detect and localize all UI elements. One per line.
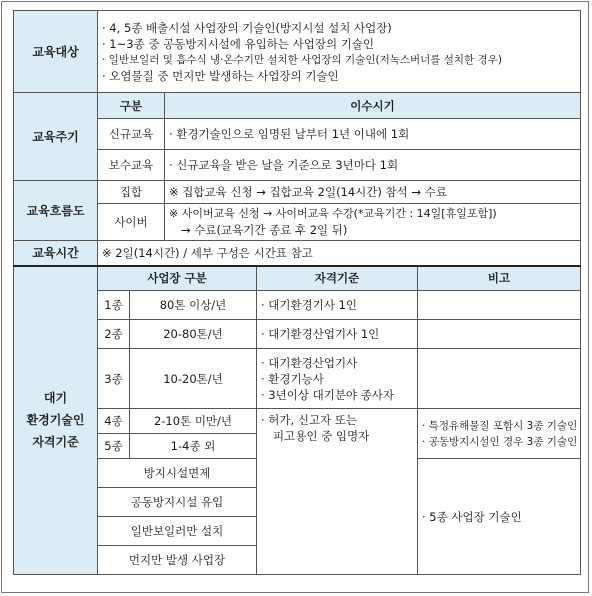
edu-cycle-type-header: 구분 <box>98 93 165 119</box>
edu-flow-label: 교육흐름도 <box>14 181 98 241</box>
qual-criteria-line: · 3년이상 대기분야 종사자 <box>261 387 395 402</box>
edu-cycle-row <box>14 119 581 150</box>
edu-flow-steps <box>165 204 581 241</box>
edu-flow-row <box>14 181 581 204</box>
qual-note <box>418 409 581 459</box>
qual-note-line: · 특정유해물질 포함시 3종 기술인 <box>422 419 578 432</box>
edu-cycle-header-row <box>14 93 581 119</box>
qual-criteria <box>257 349 418 409</box>
edu-cycle-type: 보수교육 <box>98 150 165 181</box>
qual-note-line: · 공동방지시설인 경우 3종 기술인 <box>422 435 578 448</box>
edu-time-text: ※ 2일(14시간) / 세부 구성은 시간표 참고 <box>98 241 581 266</box>
qual-note-header: 비고 <box>418 266 581 291</box>
edu-cycle-period: · 신규교육을 받은 날을 기준으로 3년마다 1회 <box>165 150 581 181</box>
qual-amount: 80톤 이상/년 <box>130 291 257 320</box>
qual-grade-row <box>14 320 581 349</box>
edu-flow-line: ※ 사이버교육 신청 → 사이버교육 수강(*교육기간 : 14일[휴일포함]) <box>169 207 497 220</box>
edu-cycle-period: · 환경기술인으로 임명된 날부터 1년 이내에 1회 <box>165 119 581 150</box>
qual-grade-row <box>14 291 581 320</box>
qual-amount: 20-80톤/년 <box>130 320 257 349</box>
edu-cycle-row <box>14 150 581 181</box>
qual-label-line: 자격기준 <box>32 435 79 450</box>
edu-target-item: · 1~3종 중 공동방지시설에 유입하는 사업장의 기술인 <box>102 36 375 51</box>
qual-criteria-line: · 대기환경산업기사 <box>261 355 358 370</box>
qual-criteria <box>257 409 418 575</box>
qual-special-site: 방지시설면제 <box>98 459 257 488</box>
qual-criteria-line: 피고용인 중 임명자 <box>273 429 370 443</box>
education-info-table <box>13 10 581 575</box>
qual-label <box>14 266 98 575</box>
qual-grade: 4종 <box>98 409 130 434</box>
qual-grade: 2종 <box>98 320 130 349</box>
qual-amount: 10-20톤/년 <box>130 349 257 409</box>
edu-cycle-type: 신규교육 <box>98 119 165 150</box>
qual-special-site: 일반보일러만 설치 <box>98 517 257 546</box>
qual-grade: 3종 <box>98 349 130 409</box>
edu-cycle-label: 교육주기 <box>14 93 98 181</box>
edu-time-label: 교육시간 <box>14 241 98 266</box>
qual-header-row <box>14 266 581 291</box>
document-page <box>1 1 589 593</box>
qual-special-site: 공동방지시설 유입 <box>98 488 257 517</box>
edu-target-item: · 오염물질 중 먼지만 발생하는 사업장의 기술인 <box>102 68 339 83</box>
edu-flow-type: 집합 <box>98 181 165 204</box>
qual-special-note: · 5종 사업장 기술인 <box>418 459 581 575</box>
edu-target-list <box>98 11 581 93</box>
qual-grade: 1종 <box>98 291 130 320</box>
edu-target-row <box>14 11 581 93</box>
qual-criteria: · 대기환경산업기사 1인 <box>257 320 418 349</box>
qual-criteria-line: · 허가, 신고자 또는 <box>261 413 358 427</box>
edu-flow-type: 사이버 <box>98 204 165 241</box>
qual-grade-row <box>14 349 581 409</box>
edu-flow-steps: ※ 집합교육 신청 → 집합교육 2일(14시간) 참석 → 수료 <box>165 181 581 204</box>
qual-criteria: · 대기환경기사 1인 <box>257 291 418 320</box>
qual-note <box>418 320 581 349</box>
qual-note <box>418 291 581 320</box>
qual-criteria-header: 자격기준 <box>257 266 418 291</box>
qual-label-line: 대기 <box>43 391 68 406</box>
qual-grade-row <box>14 409 581 434</box>
edu-target-item: · 일반보일러 및 흡수식 냉·온수기만 설치한 사업장의 기술인(저녹스버너를 설치한 경우) <box>102 53 502 66</box>
qual-special-site: 먼지만 발생 사업장 <box>98 546 257 575</box>
qual-criteria-line: · 환경기능사 <box>261 371 324 386</box>
qual-label-line: 환경기술인 <box>26 413 85 428</box>
qual-site-header: 사업장 구분 <box>98 266 257 291</box>
edu-target-item: · 4, 5종 배출시설 사업장의 기술인(방지시설 설치 사업장) <box>102 20 392 35</box>
edu-time-row <box>14 241 581 266</box>
qual-amount: 2-10톤 미만/년 <box>130 409 257 434</box>
qual-note <box>418 349 581 409</box>
qual-amount: 1-4종 외 <box>130 434 257 459</box>
edu-flow-line: → 수료(교육기간 종료 후 2일 뒤) <box>181 223 348 237</box>
edu-flow-row <box>14 204 581 241</box>
qual-grade: 5종 <box>98 434 130 459</box>
edu-cycle-period-header: 이수시기 <box>165 93 581 119</box>
edu-target-label: 교육대상 <box>14 11 98 93</box>
